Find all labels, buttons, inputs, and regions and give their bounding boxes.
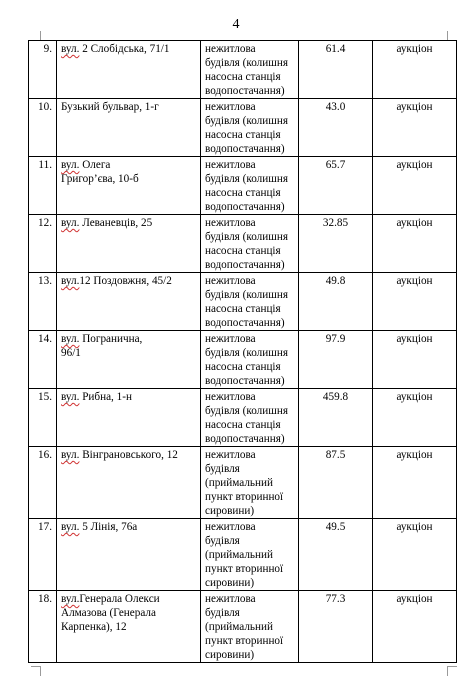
- address-prefix: вул.: [61, 275, 80, 287]
- address-prefix: вул.: [61, 43, 80, 55]
- row-number: 18.: [29, 591, 57, 663]
- sale-method: аукціон: [373, 591, 457, 663]
- area-value: 97.9: [299, 331, 373, 389]
- address-cell: [57, 519, 201, 591]
- margin-mark-bottom-right: [447, 666, 457, 676]
- sale-method: аукціон: [373, 99, 457, 157]
- property-type: нежитлова будівля (колишня насосна станція водопостачання): [201, 215, 299, 273]
- row-number: 17.: [29, 519, 57, 591]
- address-text: 5 Лінія, 76а: [79, 521, 138, 533]
- table-row: [29, 331, 457, 389]
- address-prefix: вул.: [61, 521, 80, 533]
- property-type: нежитлова будівля (колишня насосна станція водопостачання): [201, 99, 299, 157]
- row-number: 11.: [29, 157, 57, 215]
- property-type: нежитлова будівля (приймальний пункт вторинної сировини): [201, 591, 299, 663]
- row-number: 13.: [29, 273, 57, 331]
- row-number: 15.: [29, 389, 57, 447]
- address-text: 12 Поздовжня, 45/2: [79, 275, 172, 287]
- area-value: 87.5: [299, 447, 373, 519]
- row-number: 12.: [29, 215, 57, 273]
- sale-method: аукціон: [373, 41, 457, 99]
- area-value: 61.4: [299, 41, 373, 99]
- table-row: [29, 215, 457, 273]
- address-prefix: вул.: [61, 333, 80, 345]
- table-row: [29, 389, 457, 447]
- table-row: [29, 447, 457, 519]
- address-cell: [57, 157, 201, 215]
- property-type: нежитлова будівля (колишня насосна станція водопостачання): [201, 41, 299, 99]
- area-value: 49.8: [299, 273, 373, 331]
- address-prefix: вул.: [61, 449, 80, 461]
- property-type: нежитлова будівля (колишня насосна станція водопостачання): [201, 273, 299, 331]
- sale-method: аукціон: [373, 331, 457, 389]
- address-text: Олега Григор’єва, 10-б: [61, 159, 139, 185]
- table-row: [29, 519, 457, 591]
- property-type: нежитлова будівля (колишня насосна станція водопостачання): [201, 389, 299, 447]
- area-value: 65.7: [299, 157, 373, 215]
- property-type: нежитлова будівля (приймальний пункт вторинної сировини): [201, 519, 299, 591]
- area-value: 77.3: [299, 591, 373, 663]
- area-value: 43.0: [299, 99, 373, 157]
- property-type: нежитлова будівля (приймальний пункт вторинної сировини): [201, 447, 299, 519]
- address-cell: [57, 99, 201, 157]
- property-table: [28, 40, 457, 663]
- margin-mark-bottom-left: [31, 666, 41, 676]
- row-number: 16.: [29, 447, 57, 519]
- area-value: 459.8: [299, 389, 373, 447]
- address-text: 2 Слобідська, 71/1: [79, 43, 170, 55]
- sale-method: аукціон: [373, 215, 457, 273]
- address-prefix: вул.: [61, 593, 80, 605]
- address-cell: [57, 215, 201, 273]
- sale-method: аукціон: [373, 273, 457, 331]
- address-text: Рибна, 1-н: [79, 391, 132, 403]
- page-number: 4: [232, 17, 240, 32]
- row-number: 10.: [29, 99, 57, 157]
- property-type: нежитлова будівля (колишня насосна станція водопостачання): [201, 331, 299, 389]
- address-cell: [57, 447, 201, 519]
- sale-method: аукціон: [373, 519, 457, 591]
- address-cell: [57, 41, 201, 99]
- area-value: 32.85: [299, 215, 373, 273]
- address-prefix: вул.: [61, 159, 80, 171]
- property-type: нежитлова будівля (колишня насосна станція водопостачання): [201, 157, 299, 215]
- table-row: [29, 41, 457, 99]
- table-row: [29, 157, 457, 215]
- address-cell: [57, 591, 201, 663]
- address-text: Бузький бульвар, 1-г: [61, 101, 159, 113]
- row-number: 9.: [29, 41, 57, 99]
- area-value: 49.5: [299, 519, 373, 591]
- sale-method: аукціон: [373, 157, 457, 215]
- table-row: [29, 273, 457, 331]
- table-row: [29, 591, 457, 663]
- address-text: Вінграновського, 12: [79, 449, 178, 461]
- sale-method: аукціон: [373, 389, 457, 447]
- address-text: Погранична, 96/1: [61, 333, 143, 359]
- address-text: Генерала Олекси Алмазова (Генерала Карпенка), 12: [61, 593, 160, 633]
- address-cell: [57, 273, 201, 331]
- address-prefix: вул.: [61, 391, 80, 403]
- address-cell: [57, 389, 201, 447]
- address-cell: [57, 331, 201, 389]
- address-prefix: вул.: [61, 217, 80, 229]
- table-row: [29, 99, 457, 157]
- sale-method: аукціон: [373, 447, 457, 519]
- row-number: 14.: [29, 331, 57, 389]
- address-text: Леваневців, 25: [79, 217, 153, 229]
